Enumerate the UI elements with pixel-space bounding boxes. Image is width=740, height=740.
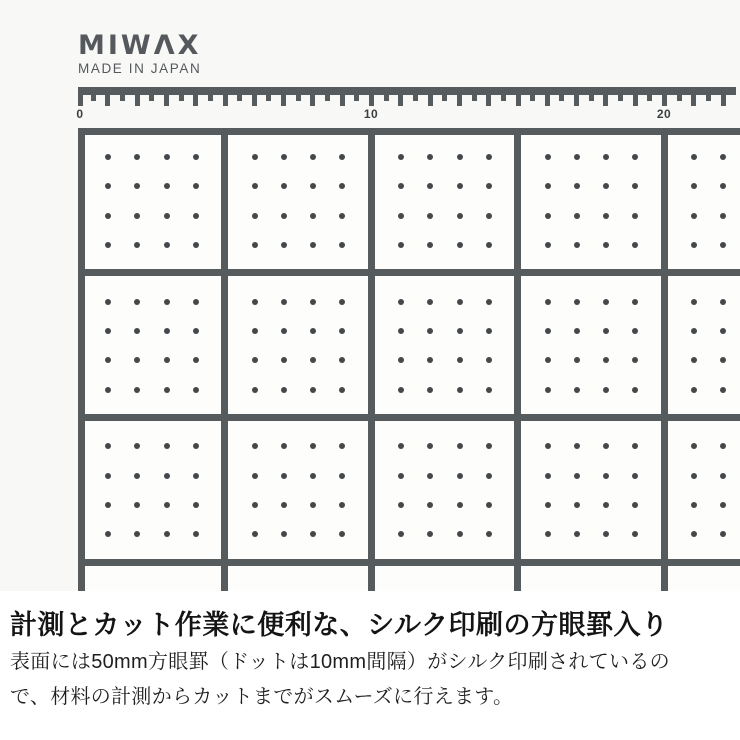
ruler-tick bbox=[193, 87, 198, 106]
grid-dot bbox=[193, 502, 199, 508]
ruler-tick bbox=[266, 87, 271, 101]
printed-ruler bbox=[78, 87, 740, 127]
ruler-tick bbox=[545, 87, 550, 106]
grid-dot bbox=[398, 154, 404, 160]
ruler-tick bbox=[603, 87, 608, 106]
caption-block bbox=[0, 591, 740, 740]
grid-dot bbox=[691, 473, 697, 479]
grid-dot bbox=[281, 242, 287, 248]
grid-dot bbox=[691, 154, 697, 160]
ruler-tick bbox=[252, 87, 257, 106]
ruler-tick bbox=[501, 87, 506, 101]
ruler-tick bbox=[384, 87, 389, 101]
ruler-tick bbox=[721, 87, 726, 106]
grid-dot bbox=[164, 299, 170, 305]
grid-dot bbox=[603, 473, 609, 479]
ruler-tick bbox=[340, 87, 345, 106]
grid-dot bbox=[252, 183, 258, 189]
ruler-tick bbox=[457, 87, 462, 106]
grid-dot bbox=[545, 387, 551, 393]
ruler-tick bbox=[574, 87, 579, 106]
grid-dot bbox=[574, 242, 580, 248]
grid-dot bbox=[310, 502, 316, 508]
grid-dot bbox=[252, 502, 258, 508]
grid-dot bbox=[457, 299, 463, 305]
ruler-tick bbox=[618, 87, 623, 101]
grid-dot bbox=[574, 473, 580, 479]
grid-dot bbox=[545, 531, 551, 537]
grid-dot bbox=[691, 387, 697, 393]
grid-dot bbox=[486, 242, 492, 248]
grid-dot bbox=[398, 473, 404, 479]
grid-dot bbox=[457, 357, 463, 363]
grid-dot bbox=[427, 387, 433, 393]
ruler-tick bbox=[706, 87, 711, 101]
grid-pattern bbox=[78, 128, 740, 591]
ruler-tick bbox=[78, 87, 83, 106]
grid-dot bbox=[427, 213, 433, 219]
brand-logo bbox=[78, 30, 202, 76]
grid-line-horizontal bbox=[78, 414, 740, 421]
grid-dot bbox=[720, 387, 726, 393]
grid-dot bbox=[545, 183, 551, 189]
grid-dot bbox=[281, 531, 287, 537]
grid-dot bbox=[193, 154, 199, 160]
grid-dot bbox=[574, 387, 580, 393]
grid-dot bbox=[398, 242, 404, 248]
grid-dot bbox=[603, 387, 609, 393]
grid-dot bbox=[603, 213, 609, 219]
grid-dot bbox=[691, 242, 697, 248]
grid-dot bbox=[574, 502, 580, 508]
grid-dot bbox=[310, 387, 316, 393]
grid-dot bbox=[545, 502, 551, 508]
ruler-tick bbox=[442, 87, 447, 101]
grid-line-vertical bbox=[661, 128, 668, 591]
grid-dot bbox=[545, 154, 551, 160]
grid-dot bbox=[691, 213, 697, 219]
ruler-tick bbox=[398, 87, 403, 106]
grid-dot bbox=[164, 357, 170, 363]
ruler-tick bbox=[677, 87, 682, 101]
ruler-number: 20 bbox=[656, 107, 672, 121]
ruler-tick bbox=[354, 87, 359, 101]
grid-dot bbox=[193, 242, 199, 248]
grid-dot bbox=[252, 473, 258, 479]
grid-dot bbox=[281, 473, 287, 479]
grid-dot bbox=[486, 387, 492, 393]
grid-dot bbox=[545, 328, 551, 334]
grid-dot bbox=[427, 299, 433, 305]
grid-dot bbox=[193, 387, 199, 393]
grid-dot bbox=[486, 299, 492, 305]
grid-dot bbox=[457, 531, 463, 537]
grid-dot bbox=[281, 154, 287, 160]
grid-dot bbox=[252, 328, 258, 334]
caption-body bbox=[10, 645, 670, 715]
grid-dot bbox=[252, 242, 258, 248]
ruler-tick bbox=[149, 87, 154, 101]
grid-dot bbox=[193, 299, 199, 305]
grid-dot bbox=[486, 502, 492, 508]
grid-dot bbox=[193, 328, 199, 334]
grid-dot bbox=[310, 242, 316, 248]
grid-dot bbox=[427, 473, 433, 479]
grid-dot bbox=[574, 299, 580, 305]
ruler-tick bbox=[325, 87, 330, 101]
ruler-tick bbox=[662, 87, 667, 106]
grid-dot bbox=[281, 328, 287, 334]
grid-dot bbox=[281, 502, 287, 508]
grid-dot bbox=[545, 299, 551, 305]
grid-dot bbox=[545, 213, 551, 219]
made-in-japan-label: MADE IN JAPAN bbox=[78, 61, 202, 76]
grid-dot bbox=[545, 357, 551, 363]
grid-dot bbox=[164, 473, 170, 479]
grid-dot bbox=[134, 213, 140, 219]
grid-dot bbox=[252, 154, 258, 160]
grid-dot bbox=[252, 387, 258, 393]
ruler-tick bbox=[208, 87, 213, 101]
grid-line-horizontal bbox=[78, 269, 740, 276]
grid-dot bbox=[603, 502, 609, 508]
grid-dot bbox=[164, 502, 170, 508]
grid-dot bbox=[486, 328, 492, 334]
ruler-tick bbox=[530, 87, 535, 101]
grid-dot bbox=[105, 154, 111, 160]
grid-dot bbox=[134, 299, 140, 305]
ruler-tick bbox=[310, 87, 315, 106]
grid-dot bbox=[574, 328, 580, 334]
grid-dot bbox=[691, 299, 697, 305]
grid-dot bbox=[398, 328, 404, 334]
grid-dot bbox=[164, 154, 170, 160]
grid-dot bbox=[164, 183, 170, 189]
grid-dot bbox=[720, 473, 726, 479]
grid-line-horizontal bbox=[78, 559, 740, 566]
grid-dot bbox=[193, 213, 199, 219]
grid-dot bbox=[164, 531, 170, 537]
grid-dot bbox=[105, 328, 111, 334]
grid-dot bbox=[457, 473, 463, 479]
brand-logo-text: MIWΛX bbox=[78, 30, 202, 61]
grid-dot bbox=[281, 299, 287, 305]
ruler-tick bbox=[281, 87, 286, 106]
grid-dot bbox=[545, 473, 551, 479]
grid-dot bbox=[134, 387, 140, 393]
grid-dot bbox=[398, 387, 404, 393]
grid-dot bbox=[691, 502, 697, 508]
grid-dot bbox=[457, 502, 463, 508]
grid-dot bbox=[720, 213, 726, 219]
grid-dot bbox=[574, 154, 580, 160]
grid-dot bbox=[105, 502, 111, 508]
grid-line-vertical bbox=[78, 128, 85, 591]
grid-dot bbox=[252, 531, 258, 537]
grid-dot bbox=[457, 328, 463, 334]
caption-body-line: で、材料の計測からカットまでがスムーズに行えます。 bbox=[10, 686, 514, 708]
grid-dot bbox=[310, 213, 316, 219]
grid-line-horizontal bbox=[78, 128, 740, 135]
grid-dot bbox=[486, 154, 492, 160]
ruler-tick bbox=[120, 87, 125, 101]
grid-dot bbox=[252, 443, 258, 449]
ruler-tick bbox=[369, 87, 374, 106]
grid-dot bbox=[164, 213, 170, 219]
grid-dot bbox=[720, 299, 726, 305]
ruler-tick bbox=[179, 87, 184, 101]
ruler-number: 0 bbox=[76, 107, 84, 121]
ruler-number: 10 bbox=[363, 107, 379, 121]
grid-dot bbox=[164, 328, 170, 334]
ruler-tick bbox=[472, 87, 477, 101]
grid-dot bbox=[398, 213, 404, 219]
ruler-tick bbox=[413, 87, 418, 101]
ruler-tick bbox=[516, 87, 521, 106]
ruler-tick bbox=[164, 87, 169, 106]
grid-dot bbox=[398, 299, 404, 305]
grid-dot bbox=[457, 443, 463, 449]
grid-dot bbox=[310, 473, 316, 479]
ruler-tick bbox=[223, 87, 228, 106]
grid-dot bbox=[281, 213, 287, 219]
grid-line-vertical bbox=[514, 128, 521, 591]
ruler-tick bbox=[647, 87, 652, 101]
grid-dot bbox=[457, 183, 463, 189]
grid-dot bbox=[310, 299, 316, 305]
grid-background bbox=[78, 128, 740, 591]
grid-dot bbox=[545, 443, 551, 449]
grid-dot bbox=[603, 299, 609, 305]
caption-heading: 計測とカット作業に便利な、シルク印刷の方眼罫入り bbox=[10, 610, 669, 640]
grid-line-vertical bbox=[221, 128, 228, 591]
ruler-tick bbox=[105, 87, 110, 106]
caption-body-line: 表面には50mm方眼罫（ドットは10mm間隔）がシルク印刷されているの bbox=[10, 651, 670, 673]
grid-dot bbox=[545, 242, 551, 248]
ruler-tick bbox=[691, 87, 696, 106]
grid-dot bbox=[105, 213, 111, 219]
grid-dot bbox=[457, 387, 463, 393]
grid-dot bbox=[105, 299, 111, 305]
grid-dot bbox=[105, 242, 111, 248]
grid-dot bbox=[164, 387, 170, 393]
grid-dot bbox=[457, 154, 463, 160]
grid-dot bbox=[486, 473, 492, 479]
grid-dot bbox=[134, 473, 140, 479]
grid-dot bbox=[398, 502, 404, 508]
grid-dot bbox=[105, 473, 111, 479]
ruler-tick bbox=[633, 87, 638, 106]
grid-dot bbox=[105, 387, 111, 393]
grid-dot bbox=[193, 473, 199, 479]
grid-dot bbox=[574, 531, 580, 537]
ruler-tick bbox=[296, 87, 301, 101]
ruler-tick bbox=[486, 87, 491, 106]
grid-dot bbox=[457, 242, 463, 248]
ruler-tick bbox=[428, 87, 433, 106]
ruler-tick bbox=[237, 87, 242, 101]
ruler-tick bbox=[91, 87, 96, 101]
grid-dot bbox=[164, 242, 170, 248]
grid-dot bbox=[164, 443, 170, 449]
grid-dot bbox=[252, 357, 258, 363]
grid-dot bbox=[252, 299, 258, 305]
grid-dot bbox=[457, 213, 463, 219]
grid-line-vertical bbox=[368, 128, 375, 591]
ruler-tick bbox=[135, 87, 140, 106]
ruler-tick bbox=[589, 87, 594, 101]
grid-dot bbox=[281, 387, 287, 393]
grid-dot bbox=[486, 213, 492, 219]
grid-dot bbox=[603, 242, 609, 248]
grid-dot bbox=[691, 328, 697, 334]
grid-dot bbox=[252, 213, 258, 219]
grid-dot bbox=[574, 213, 580, 219]
ruler-tick bbox=[559, 87, 564, 101]
